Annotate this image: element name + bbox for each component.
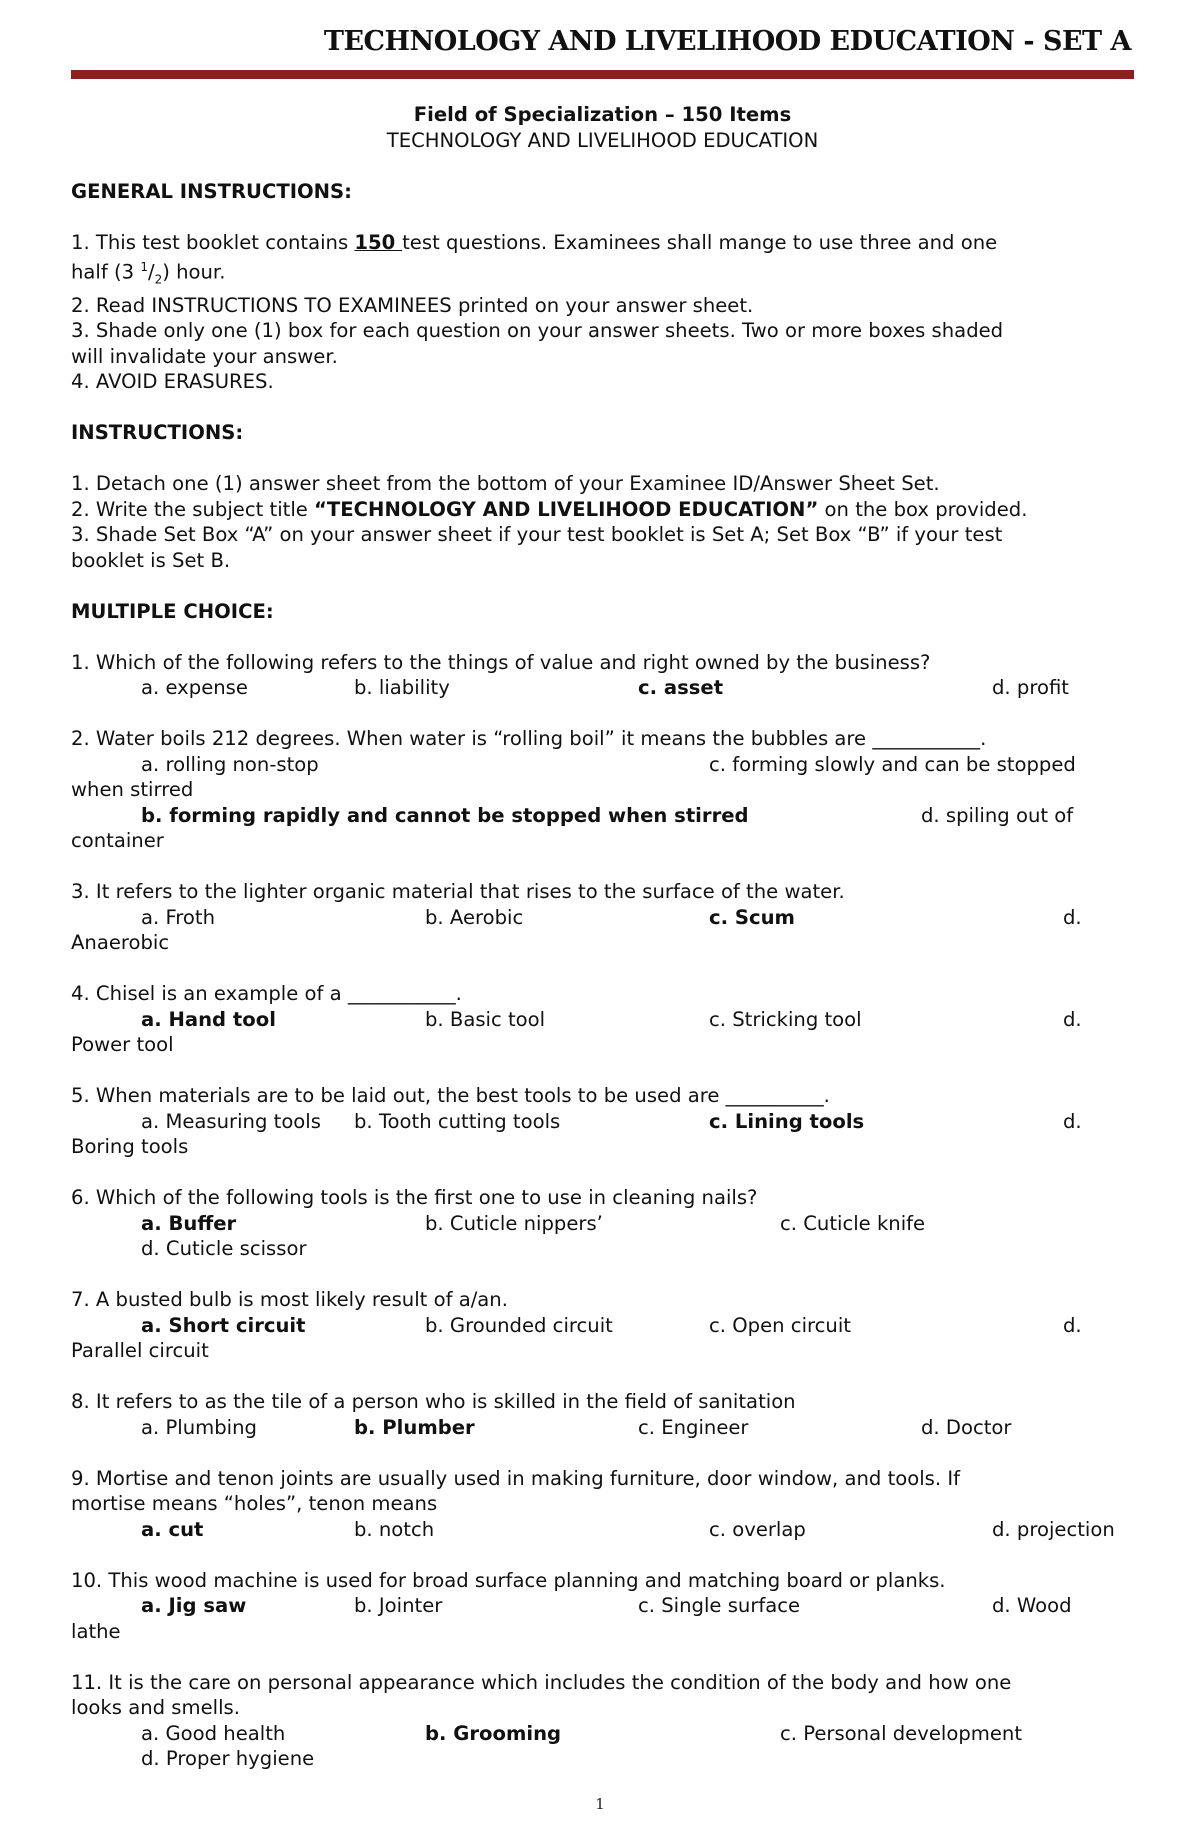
instructions-heading: INSTRUCTIONS:: [71, 421, 244, 445]
general-instruction-2: 2. Read INSTRUCTIONS TO EXAMINEES printed on your answer sheet.: [71, 293, 754, 317]
choice-d: d. Wood: [992, 1594, 1072, 1618]
choice-b: b. Tooth cutting tools: [354, 1109, 561, 1133]
choice-d: d.: [1063, 905, 1082, 929]
specialization-line: Field of Specialization – 150 Items: [413, 103, 792, 126]
instruction-2: 2. Write the subject title “TECHNOLOGY AND LIVELIHOOD EDUCATION” on the box provided.: [71, 497, 1028, 521]
subject-line: TECHNOLOGY AND LIVELIHOOD EDUCATION: [386, 128, 819, 152]
question-11-choices-row2: [71, 1746, 1134, 1772]
general-instruction-1: 1. This test booklet contains 150 test questions. Examinees shall mange to use three and one: [71, 230, 998, 254]
choice-d: d. Cuticle scissor: [141, 1237, 307, 1261]
general-instructions-heading: GENERAL INSTRUCTIONS:: [71, 179, 353, 203]
general-instruction-1-cont: half (3 $^1/_2$) hour.: [71, 260, 226, 287]
choice-d: d. spiling out of: [921, 803, 1074, 827]
question-9: 9. Mortise and tenon joints are usually used in making furniture, door window, and tools. If: [71, 1466, 961, 1490]
choice-c: c. Open circuit: [709, 1313, 851, 1337]
question-8-choices: [71, 1415, 1134, 1441]
choice-b: b. Basic tool: [425, 1007, 546, 1031]
choice-d: d.: [1063, 1313, 1082, 1337]
question-8: 8. It refers to as the tile of a person who is skilled in the field of sanitation: [71, 1390, 796, 1414]
choice-c: c. Stricking tool: [709, 1007, 862, 1031]
question-9-choices: [71, 1517, 1134, 1543]
question-1: 1. Which of the following refers to the things of value and right owned by the business?: [71, 650, 931, 674]
general-instruction-3: 3. Shade only one (1) box for each question on your answer sheets. Two or more boxes shaded: [71, 319, 1004, 343]
choice-a: a. Measuring tools: [141, 1109, 321, 1133]
choice-c-cont: when stirred: [71, 778, 194, 802]
question-11-choices: [71, 1721, 1134, 1747]
choice-a: a. rolling non-stop: [141, 752, 319, 776]
choice-a: a. expense: [141, 676, 248, 700]
question-6-choices-row2: [71, 1236, 1134, 1262]
choice-d-cont: Anaerobic: [71, 931, 170, 955]
choice-d-cont: Parallel circuit: [71, 1339, 209, 1363]
choice-b: b. Grounded circuit: [425, 1313, 613, 1337]
instruction-3-cont: booklet is Set B.: [71, 548, 231, 572]
choice-d: d. projection: [992, 1517, 1115, 1541]
instruction-1: 1. Detach one (1) answer sheet from the bottom of your Examinee ID/Answer Sheet Set.: [71, 472, 940, 496]
choice-b: b. liability: [354, 676, 450, 700]
choice-b-answer: b. Grooming: [425, 1721, 562, 1745]
choice-a-answer: a. Buffer: [141, 1211, 237, 1235]
choice-d: d. Doctor: [921, 1415, 1012, 1439]
choice-c: c. Single surface: [638, 1594, 801, 1618]
choice-d-cont: container: [71, 829, 164, 853]
choice-c: c. forming slowly and can be stopped: [709, 752, 1076, 776]
choice-a: a. Plumbing: [141, 1415, 257, 1439]
question-2: 2. Water boils 212 degrees. When water is “rolling boil” it means the bubbles are ___________.: [71, 727, 987, 751]
general-instruction-4: 4. AVOID ERASURES.: [71, 370, 274, 394]
header-title: TECHNOLOGY AND LIVELIHOOD EDUCATION - SET A: [323, 26, 1131, 57]
header-rule: [71, 70, 1134, 79]
question-7-choices: [71, 1313, 1134, 1339]
choice-d-cont: lathe: [71, 1619, 121, 1643]
choice-d: d. Proper hygiene: [141, 1747, 315, 1771]
choice-a-answer: a. Hand tool: [141, 1007, 276, 1031]
choice-a-answer: a. cut: [141, 1517, 204, 1541]
question-11: 11. It is the care on personal appearance which includes the condition of the body and how one: [71, 1670, 1012, 1694]
question-3-choices: [71, 905, 1134, 931]
choice-a: a. Good health: [141, 1721, 286, 1745]
choice-c: c. Cuticle knife: [780, 1211, 926, 1235]
question-6: 6. Which of the following tools is the first one to use in cleaning nails?: [71, 1186, 758, 1210]
choice-a-answer: a. Short circuit: [141, 1313, 306, 1337]
page-number: 1: [595, 1795, 605, 1813]
question-2-choices-row2: [71, 803, 1134, 829]
question-5: 5. When materials are to be laid out, the best tools to be used are __________.: [71, 1084, 830, 1108]
general-instruction-3-cont: will invalidate your answer.: [71, 344, 338, 368]
choice-b: b. Cuticle nippers’: [425, 1211, 603, 1235]
question-10: 10. This wood machine is used for broad surface planning and matching board or planks.: [71, 1568, 946, 1592]
question-3: 3. It refers to the lighter organic material that rises to the surface of the water.: [71, 880, 845, 904]
choice-c: c. Personal development: [780, 1721, 1023, 1745]
choice-d: d. profit: [992, 676, 1069, 700]
choice-b-answer: b. forming rapidly and cannot be stopped when stirred: [141, 803, 749, 827]
choice-a-answer: a. Jig saw: [141, 1594, 247, 1618]
instruction-3: 3. Shade Set Box “A” on your answer sheet if your test booklet is Set A; Set Box “B” if your test: [71, 523, 1003, 547]
question-7: 7. A busted bulb is most likely result of a/an.: [71, 1288, 508, 1312]
choice-b: b. Aerobic: [425, 905, 524, 929]
choice-c: c. Engineer: [638, 1415, 749, 1439]
choice-c-answer: c. Lining tools: [709, 1109, 865, 1133]
question-4-choices: [71, 1007, 1134, 1033]
choice-a: a. Froth: [141, 905, 216, 929]
choice-d: d.: [1063, 1109, 1082, 1133]
question-5-choices: [71, 1109, 1134, 1135]
multiple-choice-heading: MULTIPLE CHOICE:: [71, 599, 274, 623]
document-body: [71, 102, 1134, 1772]
question-2-choices-row1: [71, 752, 1134, 778]
question-6-choices: [71, 1211, 1134, 1237]
question-10-choices: [71, 1593, 1134, 1619]
choice-b: b. Jointer: [354, 1594, 443, 1618]
question-9-cont: mortise means “holes”, tenon means: [71, 1492, 438, 1516]
choice-c-answer: c. asset: [638, 676, 724, 700]
choice-b: b. notch: [354, 1517, 435, 1541]
question-1-choices: [71, 675, 1134, 701]
choice-d: d.: [1063, 1007, 1082, 1031]
choice-b-answer: b. Plumber: [354, 1415, 475, 1439]
choice-d-cont: Boring tools: [71, 1135, 189, 1159]
question-11-cont: looks and smells.: [71, 1696, 240, 1720]
choice-d-cont: Power tool: [71, 1033, 174, 1057]
choice-c-answer: c. Scum: [709, 905, 795, 929]
question-4: 4. Chisel is an example of a ___________.: [71, 982, 462, 1006]
choice-c: c. overlap: [709, 1517, 806, 1541]
